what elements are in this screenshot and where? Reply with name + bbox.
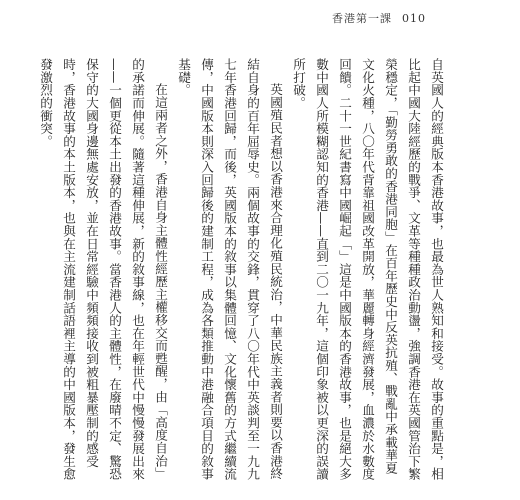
paragraph: 自英國人的經典版本香港故事，也最為世人熟知和接受。故事的重點是，相比起中國大陸經歷的戰爭、文革等種種政治動盪，強調香港在英國管治下繁榮穩定，「勤勞勇敢的香港同胞」在百年歷史中反英抗殖、戰亂中承載華夏文化火種，八〇年代背靠祖國改革開放，華麗轉身經濟發展，血濃於水數度回饋。二十一世紀書寫中國崛起「」這是中國版本的香港故事，也是絕大多數中國人所模糊認知的香港——直到二〇一九年，這個印象被以更深的誤讀所打破。 [291, 58, 444, 481]
running-header [332, 10, 426, 26]
page-number: 010 [402, 12, 426, 25]
paragraph: 英國殖民者想以香港來合理化殖民統治，中華民族主義者則要以香港終結自身的百年屈辱史。兩個故事的交鋒，貫穿了八〇年代中英談判至一九九七年香港回歸，而後，英國版本的敘事以集體回憶、文化懷舊的方式繼續流傳，中國版本則深入回歸後的建制工程，成為各類推動中港融合項目的敘事基礎。 [176, 58, 283, 481]
paragraph: 在這兩者之外，香港自身主體性經歷主權移交而甦醒，由「高度自治」的承諾而伸展。隨著這種伸展，新的敘事線，也在年輕世代中慢慢發展出來——一個更從本土出發的香港故事。當香港人的主體性，在廢晴不定、驚恐保守的大國身邊無處安放，並在日常經驗中頻頻接收到被粗暴壓制的感受時，香港故事的本土版本，也與在主流建制話語裡主導的中國版本，發生愈發激烈的衝突。 [38, 58, 168, 481]
body-text [38, 58, 448, 486]
chapter-title: 香港第一課 [332, 12, 392, 25]
